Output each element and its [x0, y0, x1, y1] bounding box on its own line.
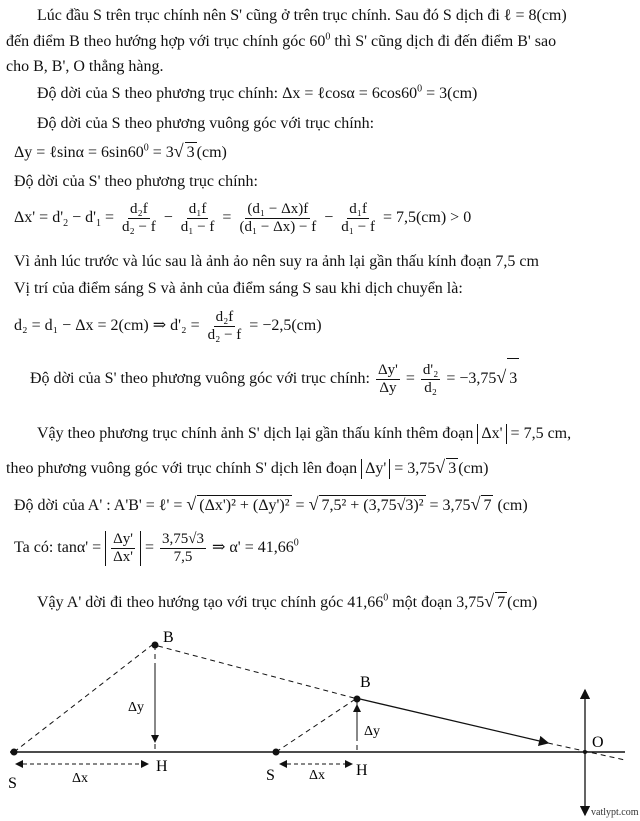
sqrt-symbol: √	[308, 494, 319, 514]
final-c: (cm)	[507, 594, 538, 611]
tan-abs-den: Δx'	[113, 548, 133, 565]
label-dx1: Δx	[72, 771, 89, 786]
sqrt-symbol: √	[173, 141, 184, 161]
s2-b2-dashed	[276, 700, 354, 752]
d2-formula-b: = −2,5(cm)	[245, 317, 322, 334]
sqrt-symbol: √	[470, 494, 481, 514]
label-h2: H	[356, 762, 368, 779]
dyp-result: = −3,75	[442, 370, 497, 387]
dyp-f1-num: Δy'	[378, 361, 398, 378]
dxp-eq-2: =	[218, 209, 236, 226]
d2-formula-a: d₂ = d₁ − Δx = 2(cm) ⇒ d'₂ =	[14, 317, 204, 334]
final-sup: 0	[383, 592, 389, 604]
displacement-rad1: (Δx')² + (Δy')²	[199, 497, 290, 514]
s1-b1-dashed	[14, 645, 152, 752]
dxp-label-text: Độ dời của S' theo phương trục chính:	[14, 173, 258, 190]
summary1-b: = 7,5 cm,	[506, 425, 572, 442]
d2-den: d₂ − f	[207, 326, 242, 343]
displacement-unit: (cm)	[493, 497, 528, 514]
final-b: một đoạn 3,75	[388, 594, 485, 611]
final-a: Vậy A' dời đi theo hướng tạo với trục chính góc 41,66	[37, 594, 384, 611]
dxp-f1-den: d₂ − f	[122, 218, 156, 235]
dy-formula-rad: 3	[186, 144, 195, 161]
sqrt-symbol: √	[484, 591, 495, 611]
dyp-f2-den: d₂	[424, 379, 437, 396]
label-dy1: Δy	[128, 700, 145, 715]
summary1-a: Vậy theo phương trục chính ảnh S' dịch lại gần thấu kính thêm đoạn	[37, 425, 478, 442]
tan-sup: 0	[293, 537, 299, 549]
dx-label: Độ dời của S theo phương trục chính:	[37, 85, 283, 102]
displacement-label: Độ dời của A' : A'B' = ℓ' =	[14, 497, 187, 514]
dxp-f3-num: (d₁ − Δx)f	[247, 200, 309, 217]
dxp-mid: − d'	[68, 209, 96, 226]
dy-label-text: Độ dời của S theo phương vuông góc với trục chính:	[37, 115, 375, 132]
watermark: vatlypt.com	[591, 807, 639, 818]
label-s1: S	[8, 775, 17, 792]
dxp-lhs: Δx' = d'	[14, 209, 64, 226]
point-o	[583, 750, 587, 754]
para1-line2-a: đến điểm B theo hướng hợp với trục chính góc 60	[6, 33, 326, 50]
tan-den: 7,5	[173, 548, 193, 565]
para1-line1-text: Lúc đầu S trên trục chính nên S' cũng ở trên trục chính. Sau đó S dịch đi ℓ = 8(cm)	[37, 7, 567, 24]
dy-formula-a: Δy = ℓsinα = 6sin60	[14, 144, 144, 161]
dxp-f3-den: (d₁ − Δx) − f	[239, 218, 317, 235]
dy-formula-c: (cm)	[196, 144, 227, 161]
tan-eq: =	[141, 539, 159, 556]
b1-b2-dashed	[158, 646, 354, 698]
d2-num: d₂f	[215, 308, 234, 325]
displacement-eq1: =	[291, 497, 309, 514]
summary1-abs: Δx'	[477, 424, 506, 444]
ray-solid-arrow	[360, 699, 548, 743]
tan-num: 3,75√3	[162, 530, 205, 547]
para1-line2-sup: 0	[325, 31, 331, 43]
dyp-eq: =	[401, 370, 419, 387]
para1-line2-b: thì S' cũng dịch đi đến điểm B' sao	[330, 33, 557, 50]
dxp-f2-den: d₁ − f	[180, 218, 215, 235]
point-b1	[152, 642, 159, 649]
summary2-rad: 3	[448, 460, 457, 477]
tan-abs-num: Δy'	[113, 530, 133, 547]
displacement-eq2: = 3,75	[425, 497, 471, 514]
label-o: O	[592, 734, 604, 751]
summary2-abs: Δy'	[361, 459, 390, 479]
dyp-f2-num: d'₂	[422, 361, 439, 378]
point-s2	[273, 749, 280, 756]
dxp-f1-num: d₂f	[129, 200, 148, 217]
dxp-eq: =	[100, 209, 119, 226]
dxp-result: = 7,5(cm) > 0	[378, 209, 472, 226]
dyp-rad: 3	[507, 358, 519, 399]
final-rad: 7	[497, 594, 506, 611]
dyp-f1-den: Δy	[379, 379, 397, 396]
dyp-label: Độ dời của S' theo phương vuông góc với trục chính:	[30, 370, 374, 387]
label-s2: S	[266, 767, 275, 784]
dxp-minus-1: −	[159, 209, 177, 226]
para1-line3-text: cho B, B', O thẳng hàng.	[6, 58, 164, 75]
label-dx2: Δx	[309, 768, 326, 783]
point-s1	[11, 749, 18, 756]
label-h1: H	[156, 758, 168, 775]
summary2-b: = 3,75	[390, 460, 436, 477]
label-dy2: Δy	[364, 724, 381, 739]
dxp-sub2: 2	[63, 218, 69, 230]
summary2-a: theo phương vuông góc với trục chính S' dịch lên đoạn	[6, 460, 362, 477]
sqrt-symbol: √	[496, 367, 507, 387]
position-label-text: Vị trí của điểm sáng S và ảnh của điểm sáng S sau khi dịch chuyển là:	[14, 280, 463, 297]
sqrt-symbol: √	[435, 457, 446, 477]
label-b2: B	[360, 674, 371, 691]
point-b2	[354, 696, 361, 703]
dx-formula-b: = 3(cm)	[422, 85, 478, 102]
dxp-sub1: 1	[95, 218, 101, 230]
tan-b: ⇒ α' = 41,66	[208, 539, 294, 556]
conclusion1-text: Vì ảnh lúc trước và lúc sau là ảnh ảo nên suy ra ảnh lại gần thấu kính đoạn 7,5 cm	[14, 253, 539, 270]
sqrt-symbol: √	[186, 494, 197, 514]
dx-formula-a: Δx = ℓcosα = 6cos60	[282, 85, 418, 102]
dy-formula-sup: 0	[143, 142, 149, 154]
displacement-rad3: 7	[483, 497, 492, 514]
dy-formula-b: = 3	[148, 144, 174, 161]
tan-a: Ta có: tanα' =	[14, 539, 106, 556]
dxp-f2-num: d₁f	[188, 200, 207, 217]
label-b1: B	[163, 629, 174, 646]
dxp-f4-num: d₁f	[349, 200, 367, 217]
displacement-rad2: 7,5² + (3,75√3)²	[321, 497, 424, 514]
dxp-minus-2: −	[320, 209, 338, 226]
dx-formula-sup: 0	[417, 83, 423, 95]
dxp-f4-den: d₁ − f	[341, 218, 375, 235]
summary2-c: (cm)	[458, 460, 489, 477]
